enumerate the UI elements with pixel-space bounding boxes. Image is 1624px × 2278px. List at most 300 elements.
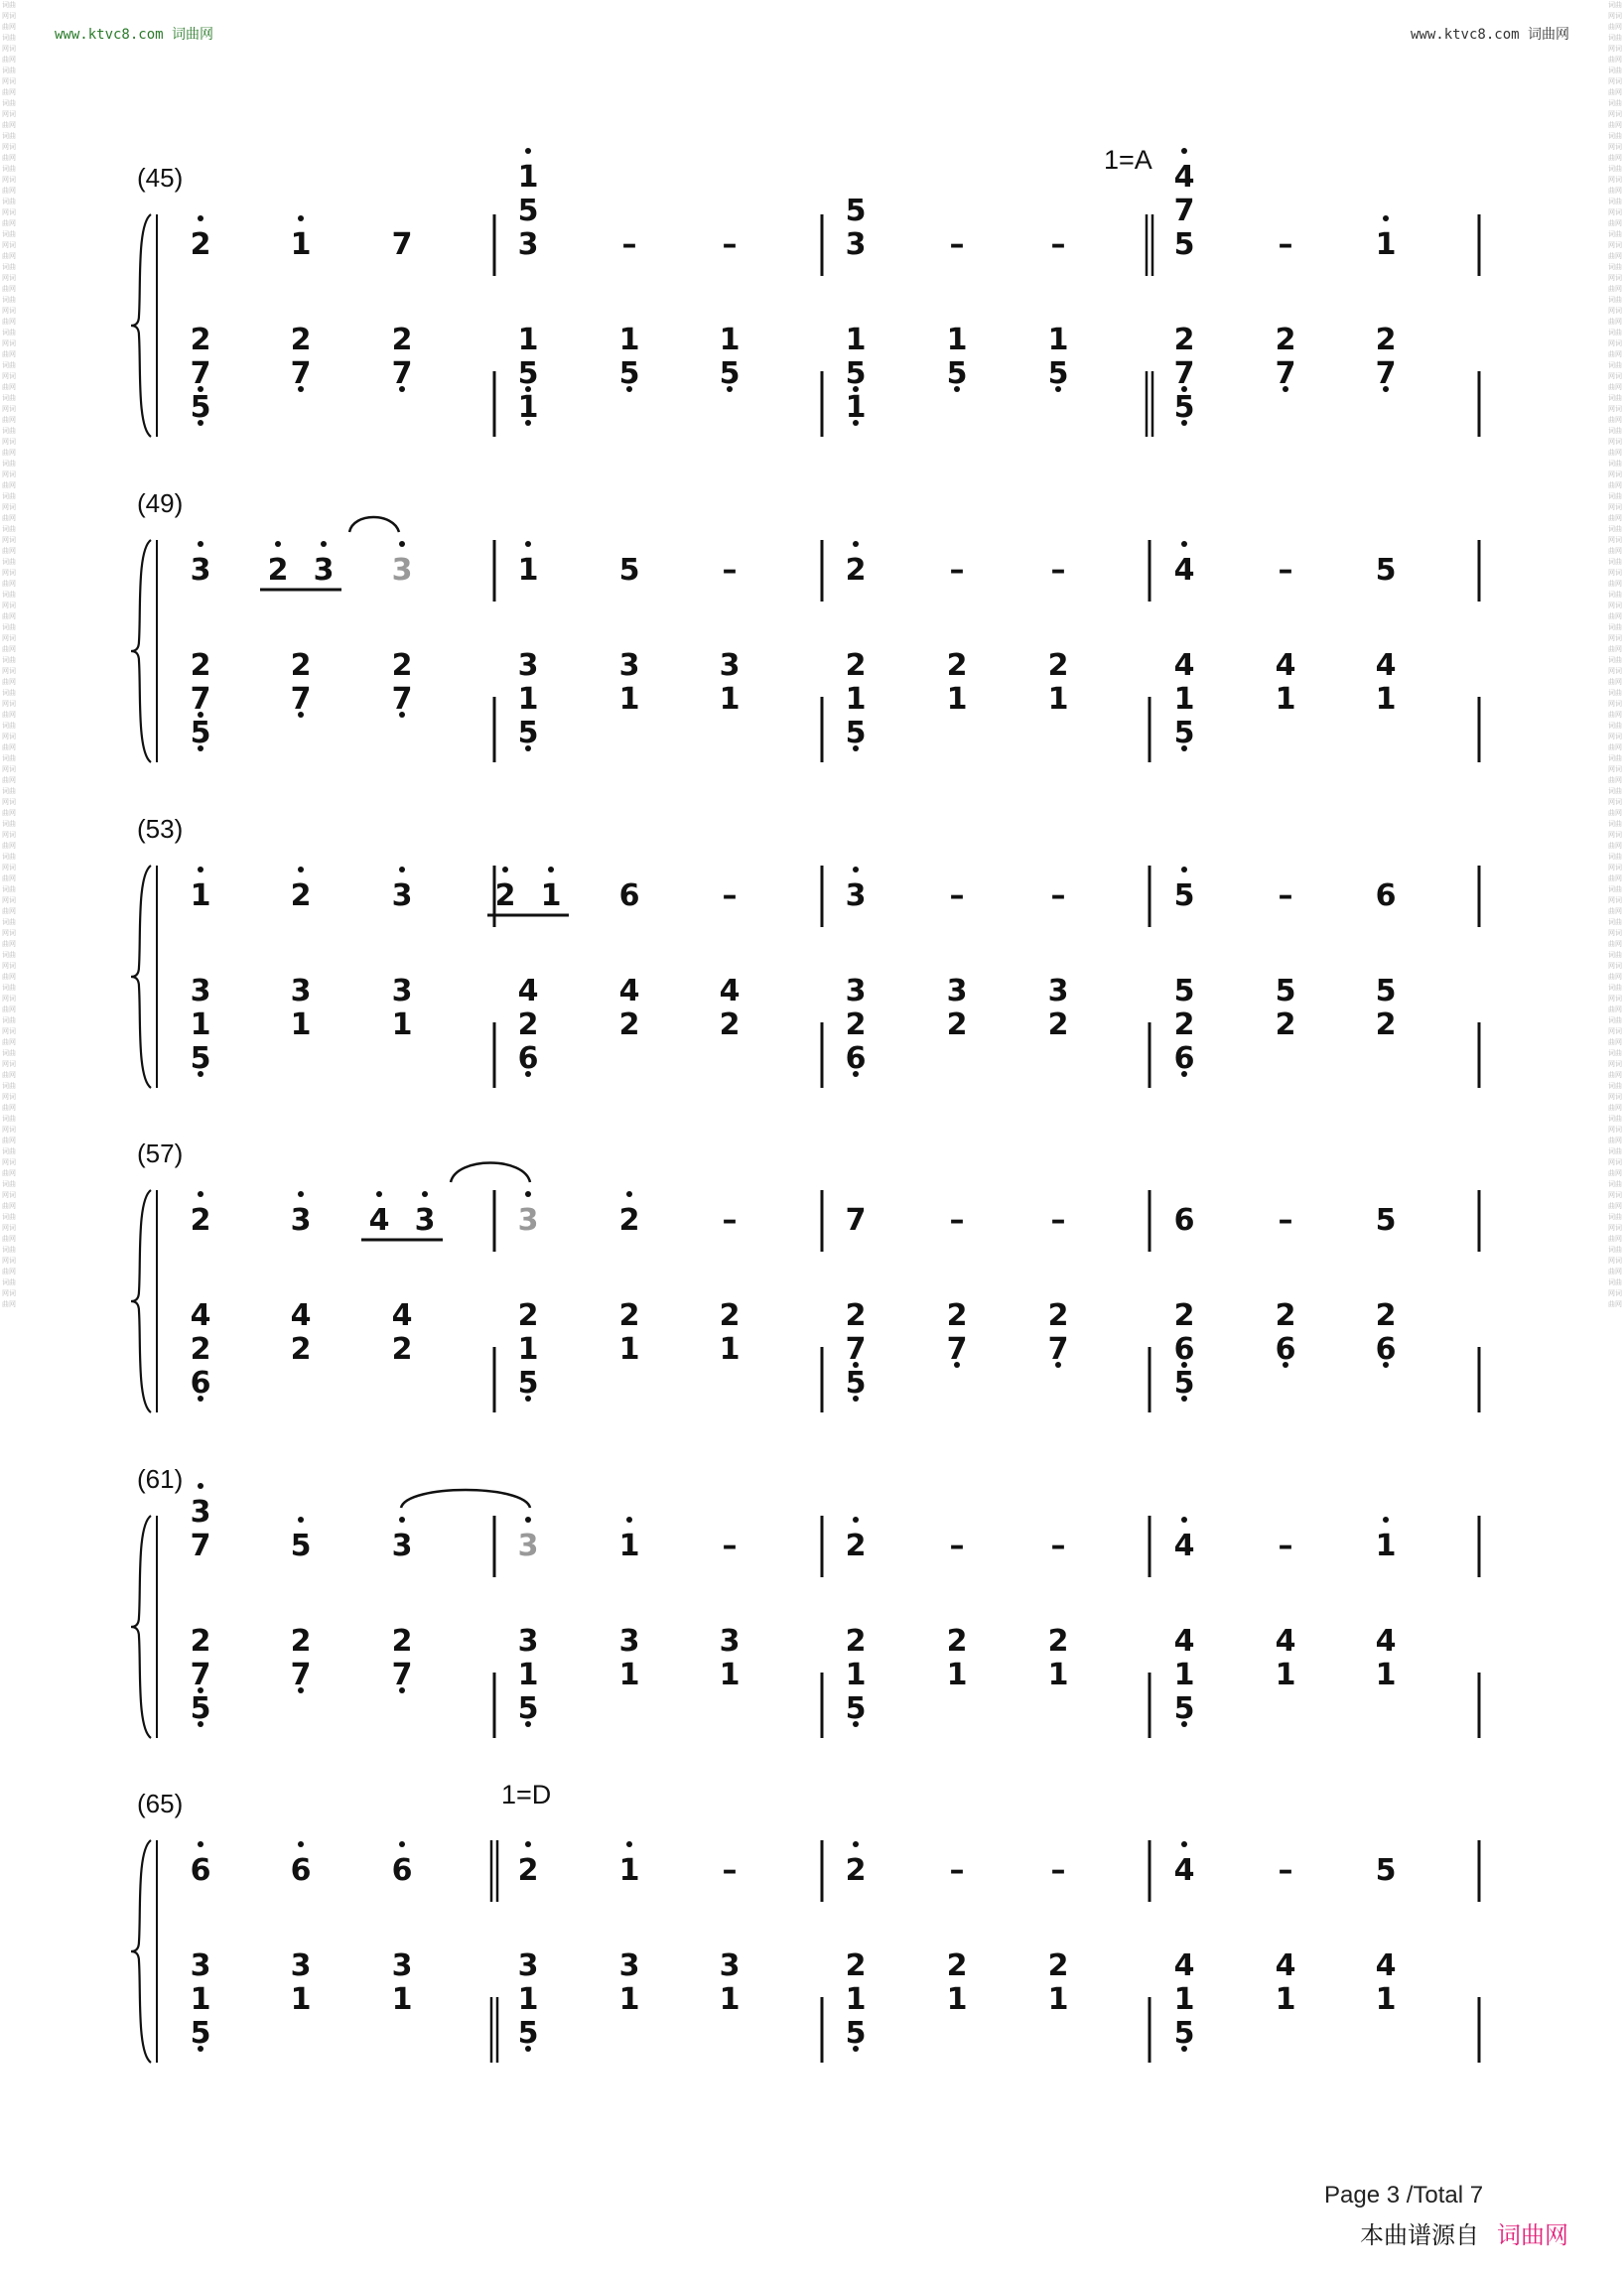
octave-dot: [198, 1841, 203, 1847]
note: 3: [190, 1495, 211, 1530]
note: 2: [517, 1853, 539, 1888]
note: 5: [1173, 2016, 1195, 2051]
watermark-column-left: 词曲网词曲网词曲网词曲网词曲网词曲网词曲网词曲网词曲网词曲网词曲网词曲网词曲网词曲网词曲网词曲网词曲网词曲网词曲网词曲网词曲网词曲网词曲网词曲网词曲网词曲网词曲网词曲网词曲网词曲网词曲网词曲网词曲网词曲网词曲网词曲网词曲网词曲网词曲网词曲网词曲网词曲网词曲网词曲网词曲网词曲网词曲网词曲网词曲网词曲网词曲网词曲网词曲网词曲网词曲网词曲网词曲网词曲网词曲网词曲网词曲网词曲网词曲网词曲网词曲网词曲网词曲网词曲网词曲网词曲网词曲网词曲网词曲网词曲网词曲网词曲网词曲网词曲网词曲网词曲网: [2, 1, 16, 1308]
note: 3: [414, 1203, 436, 1238]
dash-hold: –: [722, 553, 738, 588]
note: 6: [1173, 1203, 1195, 1238]
octave-dot: [198, 215, 203, 221]
octave-dot: [525, 1841, 531, 1847]
note: 4: [1173, 1624, 1195, 1659]
note: 4: [1275, 1624, 1296, 1659]
note: 3: [517, 227, 539, 262]
note: 1: [1375, 682, 1397, 717]
note: 6: [1275, 1332, 1296, 1367]
note: 1: [618, 682, 640, 717]
note: 2: [1275, 1007, 1296, 1042]
octave-dot: [626, 1191, 632, 1197]
dash-hold: –: [722, 227, 738, 262]
note: 1: [845, 682, 867, 717]
note: 2: [517, 1007, 539, 1042]
dash-hold: –: [949, 1529, 965, 1563]
note: 6: [1375, 1332, 1397, 1367]
note: 4: [1275, 648, 1296, 683]
note: 7: [845, 1203, 867, 1238]
note: 2: [845, 1948, 867, 1983]
dash-hold: –: [1050, 1203, 1066, 1238]
note: 5: [1173, 390, 1195, 425]
note: 4: [391, 1298, 413, 1333]
note: 3: [618, 1948, 640, 1983]
octave-dot: [548, 867, 554, 872]
note: 5: [1275, 974, 1296, 1008]
note: 3: [290, 974, 312, 1008]
note: 3: [190, 553, 211, 588]
note: 2: [190, 648, 211, 683]
note: 2: [1375, 323, 1397, 357]
note: 1: [290, 227, 312, 262]
note: 4: [190, 1298, 211, 1333]
note: 1: [190, 1007, 211, 1042]
note: 7: [1375, 356, 1397, 391]
note: 7: [1173, 194, 1195, 228]
note: 1: [391, 1982, 413, 2017]
note: 2: [391, 648, 413, 683]
note: 4: [1173, 553, 1195, 588]
dash-hold: –: [949, 1853, 965, 1888]
note: 6: [618, 878, 640, 913]
dash-hold: –: [722, 1853, 738, 1888]
note: 3: [391, 553, 413, 588]
octave-dot: [399, 541, 405, 547]
note: 2: [845, 1624, 867, 1659]
octave-dot: [321, 541, 327, 547]
tie-arc: [401, 1490, 530, 1508]
watermark-column-right: 词曲网词曲网词曲网词曲网词曲网词曲网词曲网词曲网词曲网词曲网词曲网词曲网词曲网词曲网词曲网词曲网词曲网词曲网词曲网词曲网词曲网词曲网词曲网词曲网词曲网词曲网词曲网词曲网词曲网词曲网词曲网词曲网词曲网词曲网词曲网词曲网词曲网词曲网词曲网词曲网词曲网词曲网词曲网词曲网词曲网词曲网词曲网词曲网词曲网词曲网词曲网词曲网词曲网词曲网词曲网词曲网词曲网词曲网词曲网词曲网词曲网词曲网词曲网词曲网词曲网词曲网词曲网词曲网词曲网词曲网词曲网词曲网词曲网词曲网词曲网词曲网词曲网词曲网词曲网词曲网: [1608, 1, 1622, 1308]
octave-dot: [1181, 541, 1187, 547]
note: 1: [1173, 1982, 1195, 2017]
note: 3: [517, 1529, 539, 1563]
note: 2: [946, 648, 968, 683]
octave-dot: [1181, 867, 1187, 872]
note: 3: [618, 648, 640, 683]
note: 5: [1173, 716, 1195, 750]
measure-number: (45): [137, 163, 184, 193]
note: 2: [1173, 1007, 1195, 1042]
note: 4: [1173, 160, 1195, 195]
note: 2: [845, 1298, 867, 1333]
page-number: Page 3 /Total 7: [1324, 2182, 1484, 2209]
octave-dot: [422, 1191, 428, 1197]
note: 6: [190, 1366, 211, 1401]
note: 1: [1275, 1658, 1296, 1692]
note: 3: [391, 1948, 413, 1983]
note: 4: [368, 1203, 390, 1238]
dash-hold: –: [949, 1203, 965, 1238]
note: 4: [1375, 1948, 1397, 1983]
note: 7: [391, 1658, 413, 1692]
note: 2: [391, 1332, 413, 1367]
note: 3: [391, 1529, 413, 1563]
note: 5: [517, 2016, 539, 2051]
note: 2: [290, 648, 312, 683]
note: 2: [190, 1332, 211, 1367]
note: 2: [618, 1298, 640, 1333]
note: 4: [1173, 648, 1195, 683]
note: 2: [290, 1332, 312, 1367]
note: 4: [1173, 1529, 1195, 1563]
note: 4: [1375, 1624, 1397, 1659]
note: 2: [1047, 1007, 1069, 1042]
note: 2: [1275, 1298, 1296, 1333]
note: 2: [845, 1007, 867, 1042]
note: 3: [517, 1624, 539, 1659]
note: 5: [1173, 227, 1195, 262]
note: 2: [946, 1948, 968, 1983]
note: 5: [290, 1529, 312, 1563]
dash-hold: –: [1050, 878, 1066, 913]
note: 2: [845, 1529, 867, 1563]
note: 5: [517, 356, 539, 391]
dash-hold: –: [1278, 1529, 1293, 1563]
note: 1: [719, 1332, 741, 1367]
note: 5: [845, 716, 867, 750]
note: 2: [190, 1203, 211, 1238]
key-signature: 1=D: [501, 1780, 552, 1809]
note: 2: [1047, 648, 1069, 683]
note: 1: [517, 682, 539, 717]
note: 7: [946, 1332, 968, 1367]
note: 1: [719, 1982, 741, 2017]
note: 3: [946, 974, 968, 1008]
note: 5: [190, 390, 211, 425]
brace: [131, 866, 151, 1088]
note: 5: [1173, 974, 1195, 1008]
note: 3: [845, 227, 867, 262]
note: 2: [1173, 1298, 1195, 1333]
dash-hold: –: [722, 1529, 738, 1563]
brace: [131, 1190, 151, 1412]
note: 4: [1173, 1948, 1195, 1983]
note: 5: [517, 194, 539, 228]
note: 1: [618, 1853, 640, 1888]
note: 7: [1047, 1332, 1069, 1367]
tie-arc: [451, 1163, 530, 1183]
note: 1: [618, 1658, 640, 1692]
note: 7: [190, 1529, 211, 1563]
dash-hold: –: [1050, 1529, 1066, 1563]
note: 7: [190, 682, 211, 717]
note: 2: [1047, 1948, 1069, 1983]
note: 4: [1173, 1853, 1195, 1888]
note: 7: [1173, 356, 1195, 391]
note: 5: [517, 716, 539, 750]
note: 1: [1047, 682, 1069, 717]
note: 2: [391, 323, 413, 357]
note: 5: [719, 356, 741, 391]
source-site: 词曲网: [1497, 2221, 1568, 2249]
note: 6: [190, 1853, 211, 1888]
note: 1: [946, 323, 968, 357]
dash-hold: –: [1050, 227, 1066, 262]
note: 3: [190, 974, 211, 1008]
note: 5: [845, 1691, 867, 1726]
note: 1: [517, 1982, 539, 2017]
note: 1: [719, 323, 741, 357]
brace: [131, 1840, 151, 2063]
octave-dot: [525, 541, 531, 547]
octave-dot: [298, 1191, 304, 1197]
note: 2: [946, 1624, 968, 1659]
note: 2: [190, 1624, 211, 1659]
measure-number: (57): [137, 1139, 184, 1168]
dash-hold: –: [1278, 1853, 1293, 1888]
note: 1: [391, 1007, 413, 1042]
note: 3: [719, 1624, 741, 1659]
note: 5: [946, 356, 968, 391]
note: 6: [391, 1853, 413, 1888]
note: 1: [190, 878, 211, 913]
note: 1: [517, 1658, 539, 1692]
note: 2: [190, 227, 211, 262]
note: 7: [290, 682, 312, 717]
note: 5: [1375, 974, 1397, 1008]
note: 4: [1375, 648, 1397, 683]
note: 5: [1173, 1691, 1195, 1726]
note: 3: [1047, 974, 1069, 1008]
note: 6: [1375, 878, 1397, 913]
note: 7: [290, 1658, 312, 1692]
note: 4: [517, 974, 539, 1008]
octave-dot: [275, 541, 281, 547]
note: 3: [845, 878, 867, 913]
note: 2: [391, 1624, 413, 1659]
note: 7: [391, 682, 413, 717]
note: 5: [1173, 878, 1195, 913]
note: 1: [517, 553, 539, 588]
note: 1: [290, 1007, 312, 1042]
note: 2: [946, 1007, 968, 1042]
note: 2: [1275, 323, 1296, 357]
octave-dot: [525, 1517, 531, 1523]
note: 2: [290, 878, 312, 913]
note: 1: [845, 390, 867, 425]
octave-dot: [298, 867, 304, 872]
note: 2: [267, 553, 289, 588]
note: 1: [845, 1982, 867, 2017]
note: 2: [290, 1624, 312, 1659]
note: 3: [391, 974, 413, 1008]
measure-number: (49): [137, 488, 184, 518]
dash-hold: –: [949, 553, 965, 588]
dash-hold: –: [949, 878, 965, 913]
note: 2: [190, 323, 211, 357]
octave-dot: [376, 1191, 382, 1197]
octave-dot: [1181, 1841, 1187, 1847]
note: 5: [517, 1691, 539, 1726]
octave-dot: [853, 541, 859, 547]
note: 2: [845, 648, 867, 683]
note: 6: [845, 1041, 867, 1076]
dash-hold: –: [1050, 553, 1066, 588]
dash-hold: –: [722, 878, 738, 913]
note: 3: [845, 974, 867, 1008]
note: 2: [1375, 1298, 1397, 1333]
note: 5: [1375, 1853, 1397, 1888]
note: 3: [190, 1948, 211, 1983]
note: 1: [517, 160, 539, 195]
note: 6: [517, 1041, 539, 1076]
note: 1: [1375, 1982, 1397, 2017]
note: 3: [290, 1203, 312, 1238]
note: 2: [1047, 1298, 1069, 1333]
octave-dot: [502, 867, 508, 872]
brace: [131, 1516, 151, 1738]
note: 2: [845, 553, 867, 588]
note: 4: [618, 974, 640, 1008]
note: 3: [391, 878, 413, 913]
dash-hold: –: [722, 1203, 738, 1238]
note: 4: [719, 974, 741, 1008]
source-label: 本曲谱源自: [1360, 2221, 1479, 2249]
note: 1: [1173, 682, 1195, 717]
octave-dot: [298, 1517, 304, 1523]
note: 5: [190, 1691, 211, 1726]
note: 2: [618, 1007, 640, 1042]
note: 2: [719, 1298, 741, 1333]
dash-hold: –: [1278, 878, 1293, 913]
note: 2: [290, 323, 312, 357]
dash-hold: –: [1278, 227, 1293, 262]
note: 1: [517, 323, 539, 357]
brace: [131, 540, 151, 762]
note: 5: [845, 356, 867, 391]
octave-dot: [1383, 215, 1389, 221]
note: 1: [946, 1658, 968, 1692]
note: 1: [1275, 682, 1296, 717]
note: 7: [1275, 356, 1296, 391]
dash-hold: –: [621, 227, 637, 262]
note: 5: [1375, 553, 1397, 588]
octave-dot: [853, 1841, 859, 1847]
note: 3: [313, 553, 335, 588]
note: 7: [190, 1658, 211, 1692]
note: 7: [290, 356, 312, 391]
dash-hold: –: [1278, 1203, 1293, 1238]
header-site-left: www.ktvc8.com 词曲网: [55, 27, 214, 43]
note: 5: [845, 194, 867, 228]
note: 1: [845, 323, 867, 357]
key-signature: 1=A: [1104, 145, 1152, 175]
note: 4: [1275, 1948, 1296, 1983]
octave-dot: [399, 1517, 405, 1523]
note: 5: [517, 1366, 539, 1401]
measure-number: (65): [137, 1789, 184, 1818]
note: 1: [618, 1982, 640, 2017]
octave-dot: [1383, 1517, 1389, 1523]
octave-dot: [626, 1841, 632, 1847]
note: 5: [618, 553, 640, 588]
note: 5: [1375, 1203, 1397, 1238]
note: 3: [618, 1624, 640, 1659]
octave-dot: [198, 867, 203, 872]
note: 3: [517, 1948, 539, 1983]
measure-number: (53): [137, 814, 184, 844]
note: 2: [845, 1853, 867, 1888]
tie-arc: [349, 517, 399, 532]
octave-dot: [198, 1483, 203, 1489]
note: 1: [618, 1529, 640, 1563]
note: 5: [190, 1041, 211, 1076]
note: 1: [1047, 323, 1069, 357]
note: 3: [719, 648, 741, 683]
octave-dot: [198, 541, 203, 547]
note: 2: [946, 1298, 968, 1333]
brace: [131, 214, 151, 437]
note: 1: [1173, 1658, 1195, 1692]
note: 5: [190, 2016, 211, 2051]
note: 1: [540, 878, 562, 913]
note: 2: [1375, 1007, 1397, 1042]
note: 1: [719, 1658, 741, 1692]
octave-dot: [298, 215, 304, 221]
note: 3: [517, 1203, 539, 1238]
note: 1: [517, 390, 539, 425]
note: 1: [946, 682, 968, 717]
dash-hold: –: [1278, 553, 1293, 588]
note: 1: [190, 1982, 211, 2017]
note: 1: [1047, 1982, 1069, 2017]
octave-dot: [853, 1517, 859, 1523]
note: 1: [1047, 1658, 1069, 1692]
note: 7: [845, 1332, 867, 1367]
note: 5: [845, 1366, 867, 1401]
note: 3: [290, 1948, 312, 1983]
note: 1: [517, 1332, 539, 1367]
note: 1: [618, 323, 640, 357]
note: 5: [1173, 1366, 1195, 1401]
note: 6: [290, 1853, 312, 1888]
octave-dot: [198, 1191, 203, 1197]
note: 1: [1375, 227, 1397, 262]
note: 3: [719, 1948, 741, 1983]
note: 4: [290, 1298, 312, 1333]
octave-dot: [1181, 148, 1187, 154]
note: 2: [1047, 1624, 1069, 1659]
note: 1: [1275, 1982, 1296, 2017]
note: 2: [618, 1203, 640, 1238]
note: 1: [719, 682, 741, 717]
note: 2: [494, 878, 516, 913]
note: 5: [190, 716, 211, 750]
octave-dot: [525, 148, 531, 154]
note: 7: [391, 356, 413, 391]
note: 2: [719, 1007, 741, 1042]
octave-dot: [525, 1191, 531, 1197]
note: 6: [1173, 1041, 1195, 1076]
note: 1: [946, 1982, 968, 2017]
note: 7: [190, 356, 211, 391]
octave-dot: [399, 867, 405, 872]
note: 5: [618, 356, 640, 391]
measure-number: (61): [137, 1464, 184, 1494]
octave-dot: [399, 1841, 405, 1847]
note: 1: [845, 1658, 867, 1692]
octave-dot: [1181, 1517, 1187, 1523]
note: 1: [1375, 1529, 1397, 1563]
note: 5: [845, 2016, 867, 2051]
note: 5: [1047, 356, 1069, 391]
note: 2: [1173, 323, 1195, 357]
